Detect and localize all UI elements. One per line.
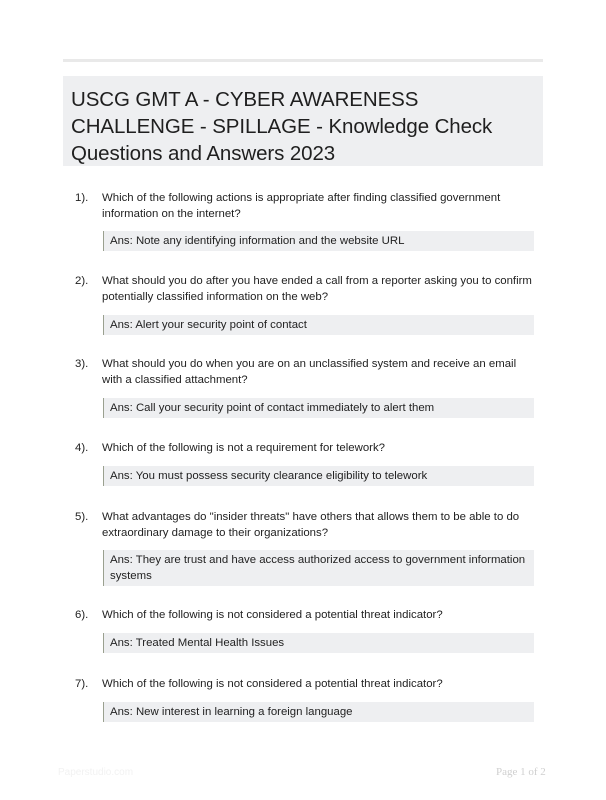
question-number: 3). (75, 358, 89, 370)
question-text: What should you do after you have ended a call from a reporter asking you to confirm potentially classified information on the web? (102, 275, 532, 303)
question-number: 6). (75, 609, 89, 621)
question-number: 7). (75, 678, 89, 690)
page-indicator: Page 1 of 2 (496, 766, 546, 778)
question-text: What advantages do "insider threats" have others that allows them to be able to do extraordinary damage to their organizations? (102, 511, 520, 539)
question-number: 5). (75, 511, 89, 523)
answer-box: Ans: You must possess security clearance eligibility to telework (103, 466, 534, 486)
answer-box: Ans: Treated Mental Health Issues (103, 633, 534, 653)
answer-box: Ans: Alert your security point of contact (103, 315, 534, 335)
footer-watermark: Paperstudio.com (58, 767, 134, 778)
question-text: Which of the following is not a requirement for telework? (102, 442, 386, 454)
question-text: Which of the following is not considered a potential threat indicator? (102, 609, 443, 621)
page-title: USCG GMT A - CYBER AWARENESS CHALLENGE - SPILLAGE - Knowledge Check Questions and Answers 2023 (71, 88, 493, 165)
answer-box: Ans: Call your security point of contact immediately to alert them (103, 398, 534, 418)
question-text: Which of the following is not considered a potential threat indicator? (102, 678, 443, 690)
answer-box: Ans: They are trust and have access authorized access to government information systems (103, 550, 534, 586)
title-banner (63, 76, 543, 166)
question-number: 2). (75, 275, 89, 287)
question-number: 4). (75, 442, 89, 454)
answer-box: Ans: New interest in learning a foreign language (103, 702, 534, 722)
question-text: Which of the following actions is appropriate after finding classified government information on the internet? (102, 192, 501, 220)
top-divider (63, 59, 543, 62)
question-text: What should you do when you are on an unclassified system and receive an email with a classified attachment? (102, 358, 517, 386)
question-number: 1). (75, 192, 89, 204)
answer-box: Ans: Note any identifying information and the website URL (103, 231, 534, 251)
